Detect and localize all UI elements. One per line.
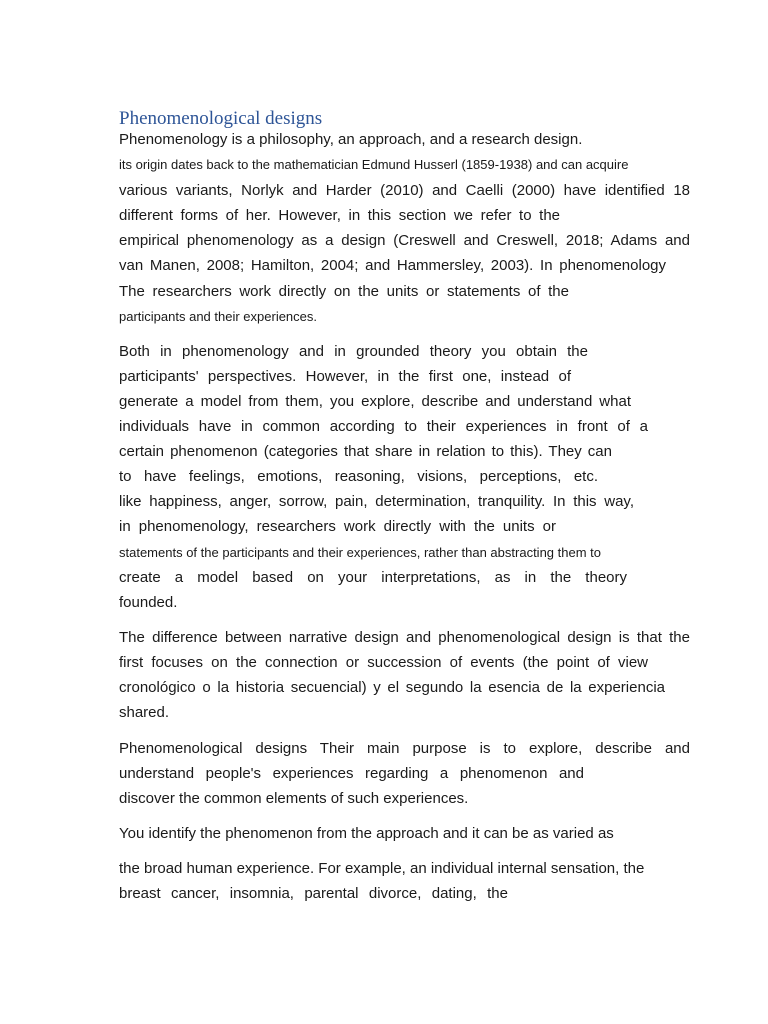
- text-line: The researchers work directly on the units or statements of the: [119, 283, 569, 300]
- text-line: different forms of her. However, in this section we refer to the: [119, 207, 560, 224]
- text-line: in phenomenology, researchers work directly with the units or: [119, 518, 556, 535]
- text-line: to have feelings, emotions, reasoning, visions, perceptions, etc.: [119, 468, 598, 485]
- text-line: the broad human experience. For example, an individual internal sensation, the: [119, 860, 645, 877]
- text-line: first focuses on the connection or succession of events (the point of view: [119, 654, 648, 671]
- text-line: statements of the participants and their experiences, rather than abstracting them to: [119, 545, 601, 560]
- text-line: You identify the phenomenon from the approach and it can be as varied as: [119, 825, 614, 842]
- text-line: individuals have in common according to their experiences in front of a: [119, 418, 648, 435]
- text-line: its origin dates back to the mathematician Edmund Husserl (1859-1938) and can acquire: [119, 157, 629, 172]
- text-line: breast cancer, insomnia, parental divorce, dating, the: [119, 885, 508, 902]
- text-line: discover the common elements of such experiences.: [119, 790, 469, 807]
- text-line: understand people's experiences regarding a phenomenon and: [119, 765, 584, 782]
- text-line: various variants, Norlyk and Harder (2010) and Caelli (2000) have identified 18: [119, 182, 690, 199]
- text-line: The difference between narrative design and phenomenological design is that the: [119, 629, 690, 646]
- text-line: create a model based on your interpretations, as in the theory: [119, 569, 627, 586]
- document-heading: Phenomenological designs: [119, 108, 323, 129]
- text-line: participants' perspectives. However, in the first one, instead of: [119, 368, 571, 385]
- text-line: founded.: [119, 594, 178, 611]
- text-line: certain phenomenon (categories that share in relation to this). They can: [119, 443, 612, 460]
- text-line: generate a model from them, you explore, describe and understand what: [119, 393, 631, 410]
- text-line: van Manen, 2008; Hamilton, 2004; and Hammersley, 2003). In phenomenology: [119, 257, 666, 274]
- text-line: cronológico o la historia secuencial) y el segundo la esencia de la experiencia: [119, 679, 665, 696]
- text-line: Phenomenological designs Their main purpose is to explore, describe and: [119, 740, 690, 757]
- text-line: participants and their experiences.: [119, 309, 318, 324]
- text-line: Both in phenomenology and in grounded theory you obtain the: [119, 343, 588, 360]
- text-line: Phenomenology is a philosophy, an approach, and a research design.: [119, 131, 583, 148]
- text-line: like happiness, anger, sorrow, pain, determination, tranquility. In this way,: [119, 493, 634, 510]
- text-line: empirical phenomenology as a design (Creswell and Creswell, 2018; Adams and: [119, 232, 690, 249]
- text-line: shared.: [119, 704, 170, 721]
